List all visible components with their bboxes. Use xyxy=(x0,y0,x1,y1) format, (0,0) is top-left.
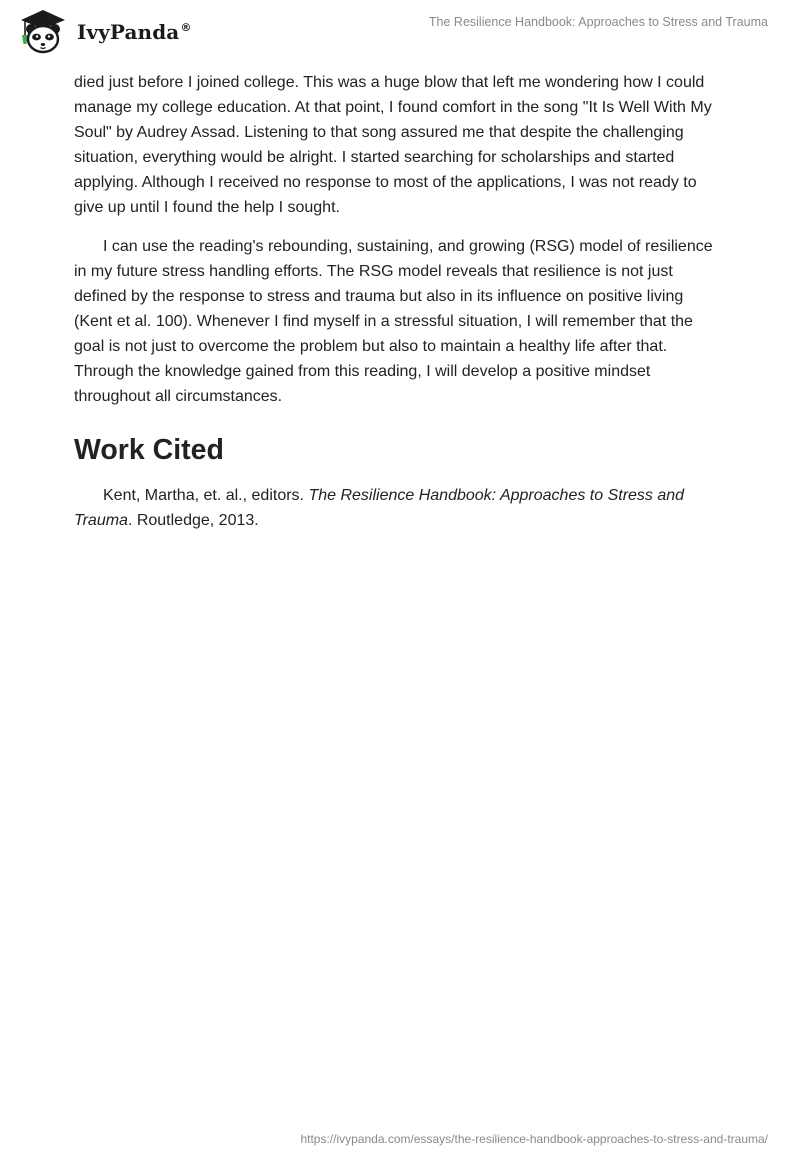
citation-title: The Resilience Handbook: Approaches to Stress and Trauma xyxy=(74,486,685,529)
citation-authors: Kent, Martha, et. al., editors. xyxy=(103,486,309,504)
document-title: The Resilience Handbook: Approaches to Stress and Trauma xyxy=(428,15,768,29)
brand-name-text: IvyPanda xyxy=(77,20,180,44)
body-paragraph: died just before I joined college. This was a huge blow that left me wondering how I could manage my college education. At that point, I found comfort in the song "It Is Well With My Soul" by Audrey Assad. Listening to that song assured me that despite the challenging situation, everything would be alright. I started searching for scholarships and started applying. Although I received no response to most of the applications, I was not ready to give up until I found the help I sought. xyxy=(74,74,712,216)
body-paragraph: I can use the reading's rebounding, sustaining, and growing (RSG) model of resilience in my future stress handling efforts. The RSG model reveals that resilience is not just defined by the response to stress and trauma but also in its influence on positive living (Kent et al. 100). Whenever I find myself in a stressful situation, I will remember that the goal is not just to overcome the problem but also to maintain a healthy life after that. Through the knowledge gained from this reading, I will develop a positive mindset throughout all circumstances. xyxy=(74,238,713,405)
brand-logo[interactable] xyxy=(15,6,191,56)
registered-mark: ® xyxy=(180,21,192,35)
works-cited-heading: Work Cited xyxy=(74,433,224,466)
page-header xyxy=(0,0,800,70)
footer-url-link[interactable]: https://ivypanda.com/essays/the-resilience-handbook-approaches-to-stress-and-trauma/ xyxy=(300,1132,768,1146)
citation-entry xyxy=(74,484,724,534)
brand-name xyxy=(77,20,191,44)
essay-body xyxy=(74,71,724,534)
citation-publisher: . Routledge, 2013. xyxy=(127,511,259,529)
panda-graduation-cap-icon xyxy=(15,6,75,56)
